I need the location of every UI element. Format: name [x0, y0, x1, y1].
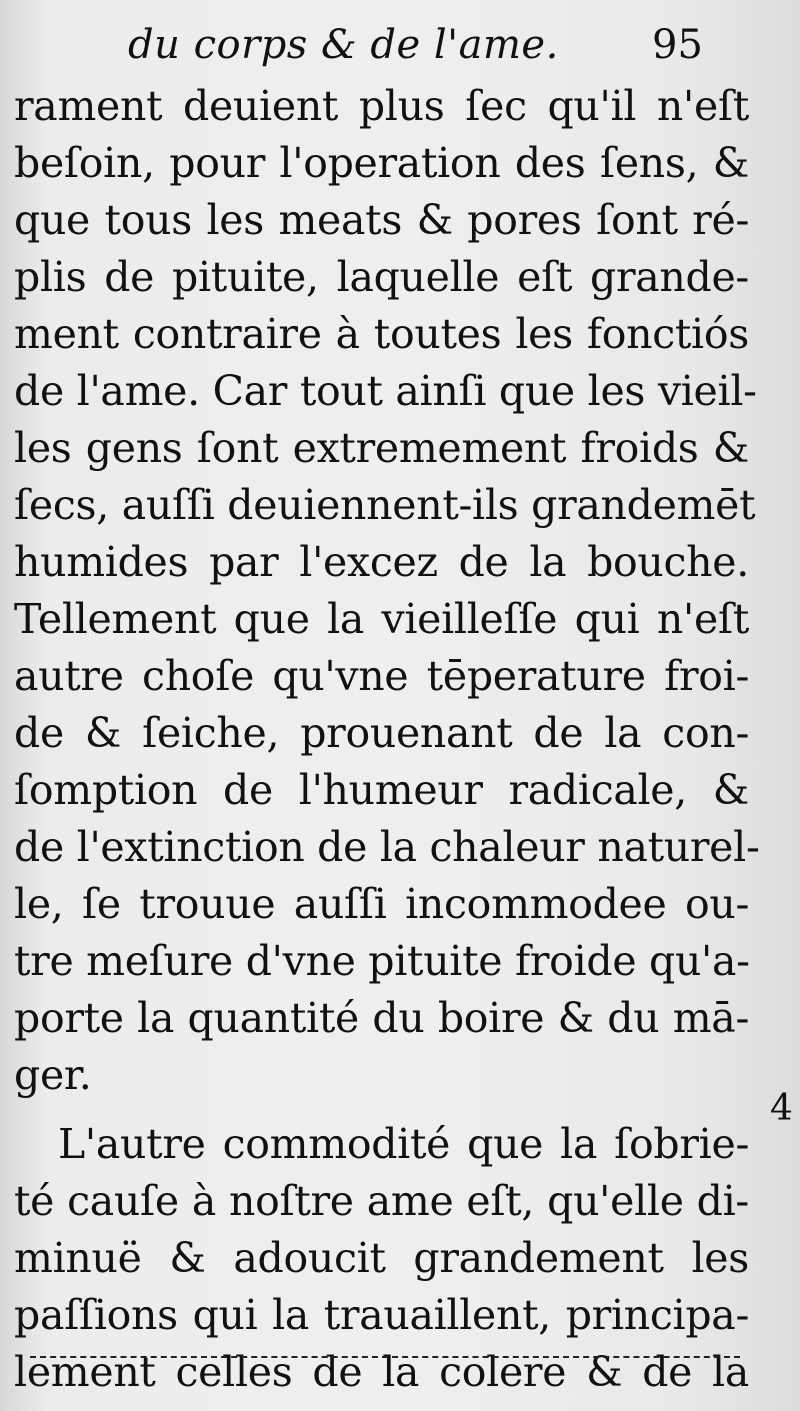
- text-line: de l'extinction de la chaleur naturel-: [14, 823, 760, 871]
- text-line: ſomption de l'humeur radicale, &: [14, 766, 749, 814]
- text-line: que tous les meats & pores ſont ré-: [14, 196, 749, 244]
- handwritten-underline: [30, 1356, 740, 1358]
- text-line: autre choſe qu'vne tēperature froi-: [14, 652, 749, 700]
- text-line: beſoin, pour l'operation des ſens, &: [14, 139, 749, 187]
- paragraph-gap: [14, 1104, 749, 1116]
- text-line: Tellement que la vieilleſſe qui n'eſt: [14, 595, 749, 643]
- text-line: le, ſe trouue auſſi incommodee ou-: [14, 880, 749, 928]
- text-line: tre meſure d'vne pituite froide qu'a-: [14, 937, 750, 985]
- text-line: humides par l'excez de la bouche.: [14, 538, 749, 586]
- text-line: paſſions qui la trauaillent, principa-: [14, 1291, 749, 1339]
- running-title: du corps & de l'ame.: [128, 22, 559, 68]
- text-line: ger.: [14, 1051, 92, 1099]
- page-header: [0, 18, 800, 78]
- text-line: L'autre commodité que la ſobrie-: [58, 1120, 749, 1168]
- page-number: 95: [652, 22, 703, 68]
- text-line: de l'ame. Car tout ainſi que les vieil-: [14, 367, 757, 415]
- text-line: té cauſe à noſtre ame eſt, qu'elle di-: [14, 1177, 749, 1225]
- text-line: porte la quantité du boire & du mā-: [14, 994, 749, 1042]
- body-text: [14, 78, 760, 1401]
- text-line: ſecs, auſſi deuiennent-ils grandemēt: [14, 481, 756, 529]
- margin-note: 4: [770, 1088, 793, 1129]
- text-line: rament deuient plus ſec qu'il n'eſt: [14, 82, 749, 130]
- text-line: de & ſeiche, prouenant de la con-: [14, 709, 749, 757]
- text-line: ment contraire à toutes les fonctiós: [14, 310, 749, 358]
- text-line: lement celles de la colere & de la: [14, 1348, 749, 1396]
- text-line: les gens ſont extremement froids &: [14, 424, 749, 472]
- text-line: plis de pituite, laquelle eſt grande-: [14, 253, 749, 301]
- text-line: minuë & adoucit grandement les: [14, 1234, 749, 1282]
